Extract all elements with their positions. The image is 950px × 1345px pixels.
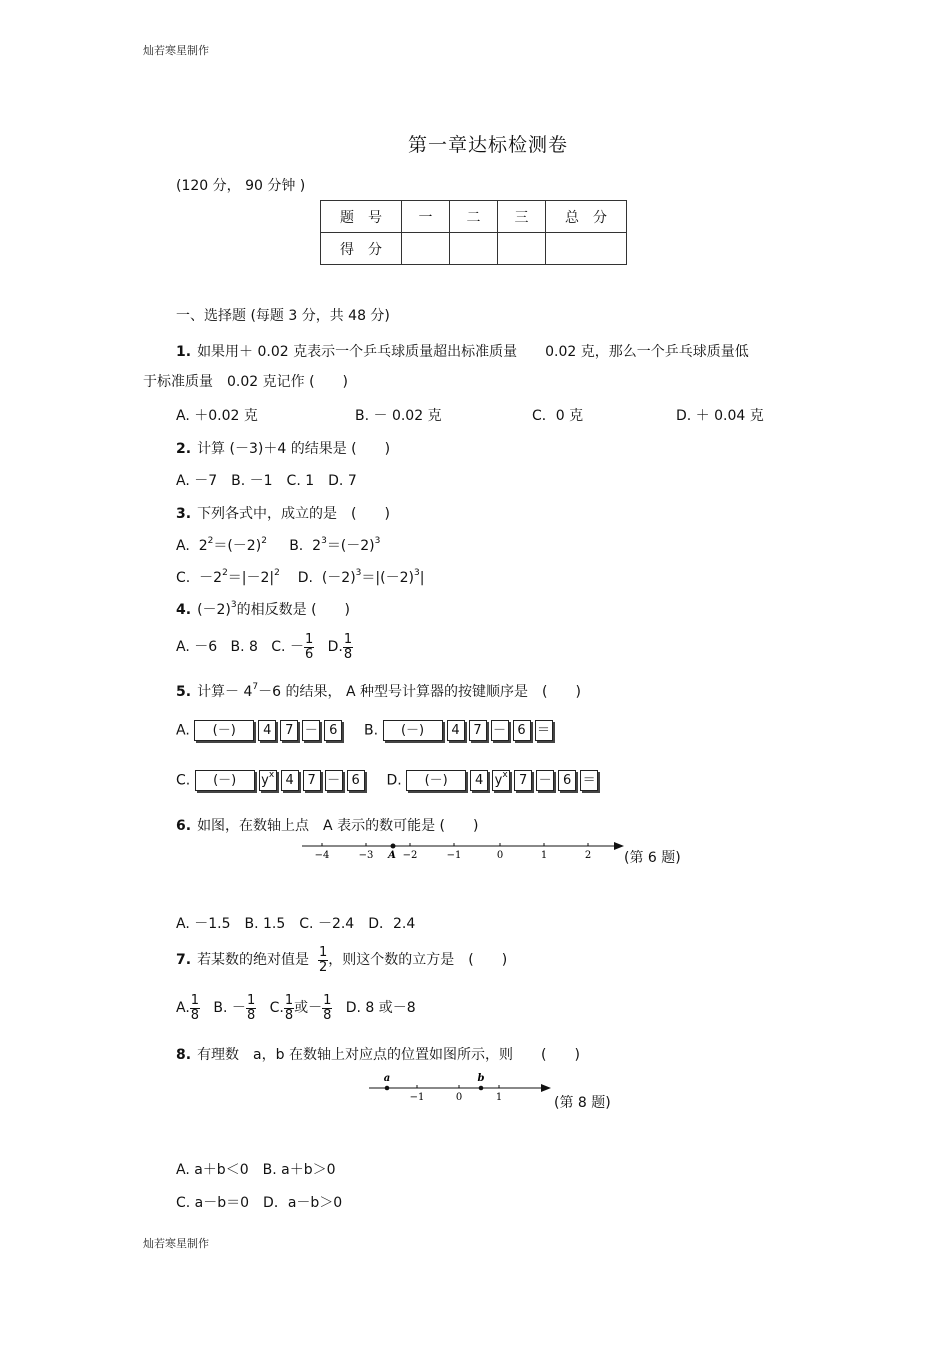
expr: (－2) xyxy=(321,570,356,586)
tick-label: 2 xyxy=(584,850,592,861)
calc-key-power: $y^x$ xyxy=(259,770,277,791)
score-header-cell: 二 xyxy=(450,201,498,233)
point-a xyxy=(391,844,396,849)
question-number: 5. xyxy=(176,684,192,700)
score-header-cell: 题 号 xyxy=(321,201,402,233)
question-3 xyxy=(176,503,390,523)
q3-options-ab[interactable] xyxy=(176,535,380,555)
calc-key-equals: ＝ xyxy=(580,770,598,791)
question-text: 若某数的绝对值是 xyxy=(197,952,310,969)
question-text: 如图，在数轴上点 A 表示的数可能是 ( ) xyxy=(197,818,479,834)
question-2 xyxy=(176,438,390,458)
expr: (－2) xyxy=(197,602,231,618)
tick-label: −2 xyxy=(402,850,418,861)
expr: ＝(－2) xyxy=(213,538,262,554)
calc-key-4: 4 xyxy=(447,720,465,741)
option-d: D. 8 或－8 xyxy=(345,1000,416,1017)
expr: ＝|－2| xyxy=(227,570,275,586)
option-c: C. － xyxy=(271,639,304,656)
question-text: 有理数 a，b 在数轴上对应点的位置如图所示，则 ( ) xyxy=(197,1047,580,1063)
expr: 2 xyxy=(198,538,208,554)
calc-key-negative: (－) xyxy=(194,720,254,741)
expr: 2 xyxy=(312,538,322,554)
point-a xyxy=(385,1086,390,1091)
q6-options[interactable]: A. －1.5 B. 1.5 C. －2.4 D．2.4 xyxy=(176,916,416,932)
page-header: 灿若寒星制作 xyxy=(143,44,209,57)
exponent: 3 xyxy=(413,568,420,578)
score-table xyxy=(320,200,627,265)
q7-options[interactable] xyxy=(176,994,416,1022)
option-a: A. －6 xyxy=(176,639,218,656)
calc-key-4: 4 xyxy=(470,770,488,791)
score-table-score-row xyxy=(321,233,627,265)
option-b: B. 8 xyxy=(230,639,258,656)
tick-label: 0 xyxy=(455,1092,463,1103)
calc-key-minus: － xyxy=(491,720,509,741)
calc-key-negative: (－) xyxy=(406,770,466,791)
question-text: 的相反数是 ( ) xyxy=(236,602,351,618)
exponent: 2 xyxy=(261,536,267,546)
calc-key-minus: － xyxy=(536,770,554,791)
calc-key-minus: － xyxy=(325,770,343,791)
page-footer: 灿若寒星制作 xyxy=(143,1237,209,1250)
question-text: －6 的结果， A 种型号计算器的按键顺序是 ( ) xyxy=(258,684,581,700)
calc-key-4: 4 xyxy=(258,720,276,741)
calc-key-7: 7 xyxy=(303,770,321,791)
question-text: 计算－ 4 xyxy=(197,684,253,700)
fraction: $\frac{1}{8}$ xyxy=(323,993,332,1023)
calc-key-6: 6 xyxy=(558,770,576,791)
expr: －2 xyxy=(199,570,223,586)
question-text: 下列各式中，成立的是 ( ) xyxy=(197,506,390,522)
score-cell[interactable] xyxy=(450,233,498,265)
score-header-cell: 总 分 xyxy=(546,201,627,233)
option-a: A. xyxy=(176,1000,190,1017)
exponent: 3 xyxy=(230,600,237,610)
tick-label: −1 xyxy=(409,1092,425,1103)
q1-option-a[interactable]: A. ＋0.02 克 xyxy=(176,408,258,424)
exponent: 2 xyxy=(274,568,280,578)
question-7 xyxy=(176,946,507,974)
fraction: $\frac{1}{8}$ xyxy=(343,632,353,662)
question-text: 计算 (－3)＋4 的结果是 ( ) xyxy=(197,441,391,457)
calc-key-6: 6 xyxy=(347,770,365,791)
option-label: D. xyxy=(297,570,313,586)
tick-label: −3 xyxy=(358,850,374,861)
exponent: 3 xyxy=(374,536,381,546)
exam-meta: (120 分， 90 分钟 ) xyxy=(176,178,306,194)
tick-label: −1 xyxy=(446,850,462,861)
calc-key-minus: － xyxy=(302,720,320,741)
question-number: 1. xyxy=(176,344,192,360)
calc-key-4: 4 xyxy=(281,770,299,791)
exponent: 3 xyxy=(321,536,327,546)
axis-arrow-icon xyxy=(614,842,624,850)
question-1 xyxy=(176,341,749,361)
axis-arrow-icon xyxy=(541,1084,551,1092)
calc-key-7: 7 xyxy=(514,770,532,791)
score-header-cell: 一 xyxy=(402,201,450,233)
exponent: 3 xyxy=(355,568,362,578)
question-6 xyxy=(176,815,478,835)
question-number: 6. xyxy=(176,818,192,834)
question-8 xyxy=(176,1044,580,1064)
q3-options-cd[interactable] xyxy=(176,567,424,587)
q1-option-b[interactable]: B. － 0.02 克 xyxy=(355,408,442,424)
score-cell[interactable] xyxy=(546,233,627,265)
q1-option-d[interactable]: D. ＋ 0.04 克 xyxy=(676,408,764,424)
point-b xyxy=(479,1086,484,1091)
score-table-header-row xyxy=(321,201,627,233)
calc-key-6: 6 xyxy=(513,720,531,741)
exponent: 2 xyxy=(207,536,214,546)
calc-key-6: 6 xyxy=(324,720,342,741)
tick-label: 1 xyxy=(540,850,548,861)
option-label: C. xyxy=(176,772,191,789)
expr: ＝|(－2) xyxy=(361,570,414,586)
figure-caption: (第 8 题) xyxy=(554,1095,611,1111)
question-1-cont: 于标准质量 0.02 克记作 ( ) xyxy=(143,374,348,390)
option-label: C. xyxy=(176,570,191,586)
expr: ＝(－2) xyxy=(326,538,375,554)
page-title: 第一章达标检测卷 xyxy=(408,134,569,156)
score-header-cell: 三 xyxy=(498,201,546,233)
question-5 xyxy=(176,681,581,701)
fraction: $\frac{1}{8}$ xyxy=(284,993,294,1023)
question-4 xyxy=(176,599,350,619)
expr: | xyxy=(419,570,425,586)
option-label: B. xyxy=(364,722,379,739)
number-line-q8 xyxy=(365,1068,555,1104)
q4-options[interactable] xyxy=(176,633,353,661)
calc-key-equals: ＝ xyxy=(535,720,553,741)
tick-label: −4 xyxy=(314,850,330,861)
number-line-q6 xyxy=(298,835,628,865)
tick-label: 0 xyxy=(496,850,504,861)
point-label: b xyxy=(477,1073,485,1084)
point-label: A xyxy=(388,850,396,861)
calc-key-7: 7 xyxy=(469,720,487,741)
fraction: $\frac{1}{8}$ xyxy=(190,993,200,1023)
option-label: A. xyxy=(176,538,190,554)
q1-option-c[interactable]: C．0 克 xyxy=(532,408,584,424)
q8-options-cd[interactable]: C. a－b＝0 D．a－b＞0 xyxy=(176,1195,343,1211)
fraction: $\frac{1}{2}$ xyxy=(318,945,328,975)
question-number: 8. xyxy=(176,1047,192,1063)
question-text: ，则这个数的立方是 ( ) xyxy=(328,952,508,969)
q8-options-ab[interactable]: A. a＋b＜0 B. a＋b＞0 xyxy=(176,1162,336,1178)
option-label: D. xyxy=(386,772,402,789)
question-text: 如果用＋ 0.02 克表示一个乒乓球质量超出标准质量 0.02 克，那么一个乒乓球质量低 xyxy=(197,344,749,360)
calc-key-7: 7 xyxy=(280,720,298,741)
tick-label: 1 xyxy=(495,1092,503,1103)
exponent: 2 xyxy=(222,568,228,578)
question-number: 3. xyxy=(176,506,192,522)
figure-caption: (第 6 题) xyxy=(624,850,681,866)
fraction: $\frac{1}{6}$ xyxy=(304,632,314,662)
option-c: C. xyxy=(269,1000,284,1017)
score-row-label: 得 分 xyxy=(321,233,402,265)
fraction: $\frac{1}{8}$ xyxy=(246,993,256,1023)
score-cell[interactable] xyxy=(498,233,546,265)
score-cell[interactable] xyxy=(402,233,450,265)
question-number: 7. xyxy=(176,952,192,969)
option-text: 或－ xyxy=(294,1000,323,1017)
section-heading: 一、选择题 (每题 3 分，共 48 分) xyxy=(176,308,390,324)
q5-options-cd[interactable] xyxy=(176,770,602,791)
point-label: a xyxy=(383,1073,391,1084)
option-b: B. － xyxy=(213,1000,246,1017)
q2-options[interactable]: A. －7 B. －1 C. 1 D. 7 xyxy=(176,473,357,489)
exponent: 7 xyxy=(252,682,259,692)
question-number: 4. xyxy=(176,602,192,618)
calc-key-power: $y^x$ xyxy=(492,770,510,791)
q5-options-ab[interactable] xyxy=(176,720,557,741)
option-d: D. xyxy=(327,639,343,656)
option-label: A. xyxy=(176,722,190,739)
calc-key-negative: (－) xyxy=(195,770,255,791)
calc-key-negative: (－) xyxy=(383,720,443,741)
question-number: 2. xyxy=(176,441,192,457)
option-label: B. xyxy=(289,538,304,554)
